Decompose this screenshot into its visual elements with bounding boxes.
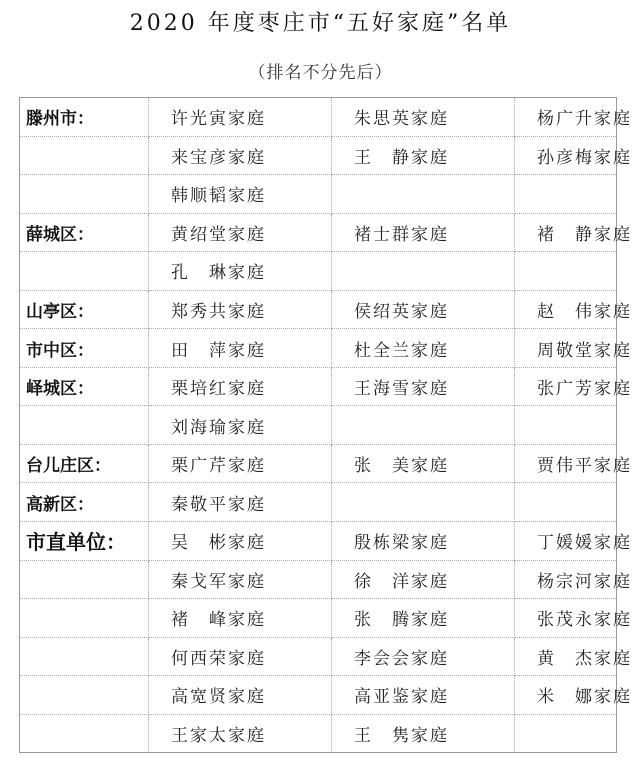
family-name-cell: 秦敬平家庭 <box>149 483 332 522</box>
family-name-cell: 侯绍英家庭 <box>332 290 515 329</box>
family-name-cell: 李会会家庭 <box>332 637 515 676</box>
table-row <box>20 175 617 214</box>
family-name-cell <box>515 175 617 214</box>
family-name-cell <box>332 252 515 291</box>
family-name-cell: 何西荣家庭 <box>149 637 332 676</box>
family-name-cell: 贾伟平家庭 <box>515 444 617 483</box>
district-cell: 高新区： <box>20 483 149 522</box>
district-cell <box>20 136 149 175</box>
family-name-cell: 黄 杰家庭 <box>515 637 617 676</box>
family-name-cell: 张广芳家庭 <box>515 367 617 406</box>
family-name-cell <box>332 175 515 214</box>
family-name-cell: 孙彦梅家庭 <box>515 136 617 175</box>
page-title: 2020 年度枣庄市“五好家庭”名单 <box>129 11 512 36</box>
table-row <box>20 367 617 406</box>
table-row <box>20 290 617 329</box>
table-row <box>20 136 617 175</box>
table-row <box>20 522 617 561</box>
family-name-cell: 杨广升家庭 <box>515 98 617 137</box>
family-name-cell: 高宽贤家庭 <box>149 676 332 715</box>
district-cell <box>20 676 149 715</box>
page-subtitle: （排名不分先后） <box>248 63 393 83</box>
family-name-cell: 张 腾家庭 <box>332 599 515 638</box>
families-table <box>19 97 632 753</box>
family-name-cell: 王 静家庭 <box>332 136 515 175</box>
family-name-cell: 栗广芹家庭 <box>149 444 332 483</box>
family-name-cell <box>515 406 617 445</box>
family-name-cell: 朱思英家庭 <box>332 98 515 137</box>
family-name-cell: 许光寅家庭 <box>149 98 332 137</box>
district-cell: 山亭区： <box>20 290 149 329</box>
table-row <box>20 406 617 445</box>
table-row <box>20 483 617 522</box>
table-row <box>20 560 617 599</box>
family-name-cell: 徐 洋家庭 <box>332 560 515 599</box>
family-name-cell: 杜全兰家庭 <box>332 329 515 368</box>
district-cell: 市中区： <box>20 329 149 368</box>
family-name-cell: 周敬堂家庭 <box>515 329 617 368</box>
family-name-cell: 王家太家庭 <box>149 714 332 753</box>
district-cell: 峄城区： <box>20 367 149 406</box>
family-name-cell: 孔 琳家庭 <box>149 252 332 291</box>
district-cell <box>20 637 149 676</box>
family-name-cell: 高亚鉴家庭 <box>332 676 515 715</box>
district-cell: 滕州市： <box>20 98 149 137</box>
table-row <box>20 676 617 715</box>
table-row <box>20 599 617 638</box>
district-cell <box>20 560 149 599</box>
family-name-cell: 韩顺韬家庭 <box>149 175 332 214</box>
family-name-cell <box>515 483 617 522</box>
district-cell <box>20 406 149 445</box>
family-name-cell: 褚 静家庭 <box>515 213 617 252</box>
family-name-cell <box>332 483 515 522</box>
table-row <box>20 329 617 368</box>
district-cell <box>20 252 149 291</box>
family-name-cell: 王海雪家庭 <box>332 367 515 406</box>
family-name-cell: 黄绍堂家庭 <box>149 213 332 252</box>
family-name-cell: 王 隽家庭 <box>332 714 515 753</box>
table-row <box>20 213 617 252</box>
table-row <box>20 637 617 676</box>
family-name-cell: 来宝彦家庭 <box>149 136 332 175</box>
table-row <box>20 714 617 753</box>
family-name-cell: 赵 伟家庭 <box>515 290 617 329</box>
family-name-cell: 刘海瑜家庭 <box>149 406 332 445</box>
table-row <box>20 98 617 137</box>
family-name-cell <box>515 714 617 753</box>
family-name-cell <box>332 406 515 445</box>
family-name-cell: 吴 彬家庭 <box>149 522 332 561</box>
family-name-cell: 郑秀共家庭 <box>149 290 332 329</box>
family-name-cell: 褚 峰家庭 <box>149 599 332 638</box>
family-name-cell: 杨宗河家庭 <box>515 560 617 599</box>
family-name-cell: 张茂永家庭 <box>515 599 617 638</box>
family-name-cell: 褚士群家庭 <box>332 213 515 252</box>
family-name-cell <box>515 252 617 291</box>
family-name-cell: 田 萍家庭 <box>149 329 332 368</box>
district-cell: 薛城区： <box>20 213 149 252</box>
family-name-cell: 秦戈军家庭 <box>149 560 332 599</box>
district-cell: 台儿庄区： <box>20 444 149 483</box>
family-name-cell: 殷栋梁家庭 <box>332 522 515 561</box>
district-cell <box>20 599 149 638</box>
family-name-cell: 张 美家庭 <box>332 444 515 483</box>
family-name-cell: 栗培红家庭 <box>149 367 332 406</box>
district-cell <box>20 714 149 753</box>
table-row <box>20 444 617 483</box>
table-row <box>20 252 617 291</box>
district-cell: 市直单位： <box>20 522 149 561</box>
district-cell <box>20 175 149 214</box>
family-name-cell: 丁媛媛家庭 <box>515 522 617 561</box>
family-name-cell: 米 娜家庭 <box>515 676 617 715</box>
